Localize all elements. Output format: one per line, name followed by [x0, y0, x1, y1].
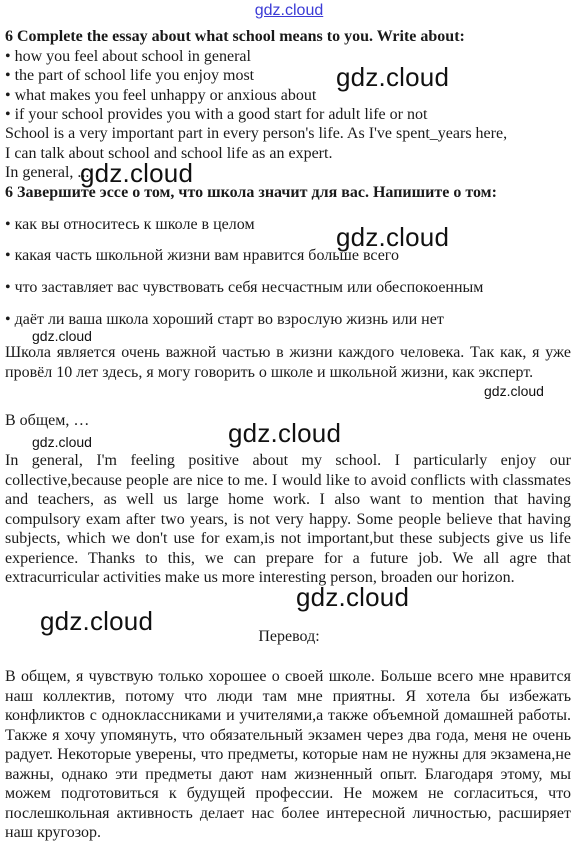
essay-start-ru-text: Школа является очень важной частью в жизни каждого человека. Так как, я уже провёл 10 лет здесь, я могу говорить о школе и школьной жизни, как эксперт. — [5, 344, 571, 381]
answer-en-text: In general, I'm feeling positive about my school. I particularly enjoy our collective,because people are nice to me. I would like to avoid conflicts with classmates and teachers, as well us large home work. I also want to mention that having compulsory exam after two years, is not very happy. Some people believe that having subjects, which we don't use for exam,is not important,but these subjects give us life experience. Thanks to this, we can prepare for a future job. We all agre that extracurricular activities make us more interesting person, broaden our horizon. — [5, 452, 571, 586]
watermark: gdz.cloud — [32, 434, 92, 450]
watermark: gdz.cloud — [228, 418, 342, 448]
task-heading-ru: 6 Завершите эссе о том, что школа значит для вас. Напишите о том: — [5, 184, 497, 201]
essay-start-en-2: I can talk about school and school life as an expert. — [5, 145, 333, 162]
bullet-en-4: • if your school provides you with a good start for adult life or not — [5, 106, 428, 123]
bullet-en-2: • the part of school life you enjoy most — [5, 67, 255, 84]
translation-label: Перевод: — [258, 628, 320, 645]
watermark: gdz.cloud — [32, 328, 92, 344]
bullet-ru-4: • даёт ли ваша школа хороший старт во взрослую жизнь или нет — [5, 311, 444, 328]
in-general-en: In general, ... — [5, 164, 90, 181]
watermark: gdz.cloud — [40, 606, 154, 636]
answer-ru-text: В общем, я чувствую только хорошее о своей школе. Больше всего мне нравится наш коллектив, потому что люди там мне приятны. Я хотела бы избежать конфликтов с одноклассниками и учителями,а также объемной домашней работы. Также я хочу упомянуть, что обязательный экзамен через два года, меня не очень радует. Некоторые уверены, что предметы, которые нам не нужны для экзамена,не важны, однако эти предметы дают нам жизненный опыт. Благодаря этому, мы можем подготовиться к будущей профессии. Не можем не согласиться, что послешкольная активность делает нас более интересной личностью, расширяет наш кругозор. — [5, 668, 571, 841]
watermark: gdz.cloud — [296, 582, 410, 612]
in-general-ru: В общем, … — [5, 412, 90, 429]
top-watermark: gdz.cloud — [254, 2, 324, 19]
bullet-ru-3: • что заставляет вас чувствовать себя несчастным или обеспокоенным — [5, 279, 484, 296]
watermark: gdz.cloud — [484, 383, 544, 399]
answer-en — [5, 451, 571, 588]
bullet-ru-2: • какая часть школьной жизни вам нравится больше всего — [5, 247, 399, 264]
essay-start-en-1: School is a very important part in every person's life. As I've spent_years here, — [5, 125, 508, 142]
bullet-en-1: • how you feel about school in general — [5, 48, 251, 65]
watermark: gdz.cloud — [336, 222, 450, 252]
watermark: gdz.cloud — [80, 158, 194, 188]
bullet-en-3: • what makes you feel unhappy or anxious about — [5, 87, 317, 104]
essay-start-ru — [5, 343, 571, 382]
task-heading-en: 6 Complete the essay about what school means to you. Write about: — [5, 28, 465, 45]
bullet-ru-1: • как вы относитесь к школе в целом — [5, 216, 255, 233]
answer-ru — [5, 667, 571, 843]
watermark: gdz.cloud — [336, 62, 450, 92]
